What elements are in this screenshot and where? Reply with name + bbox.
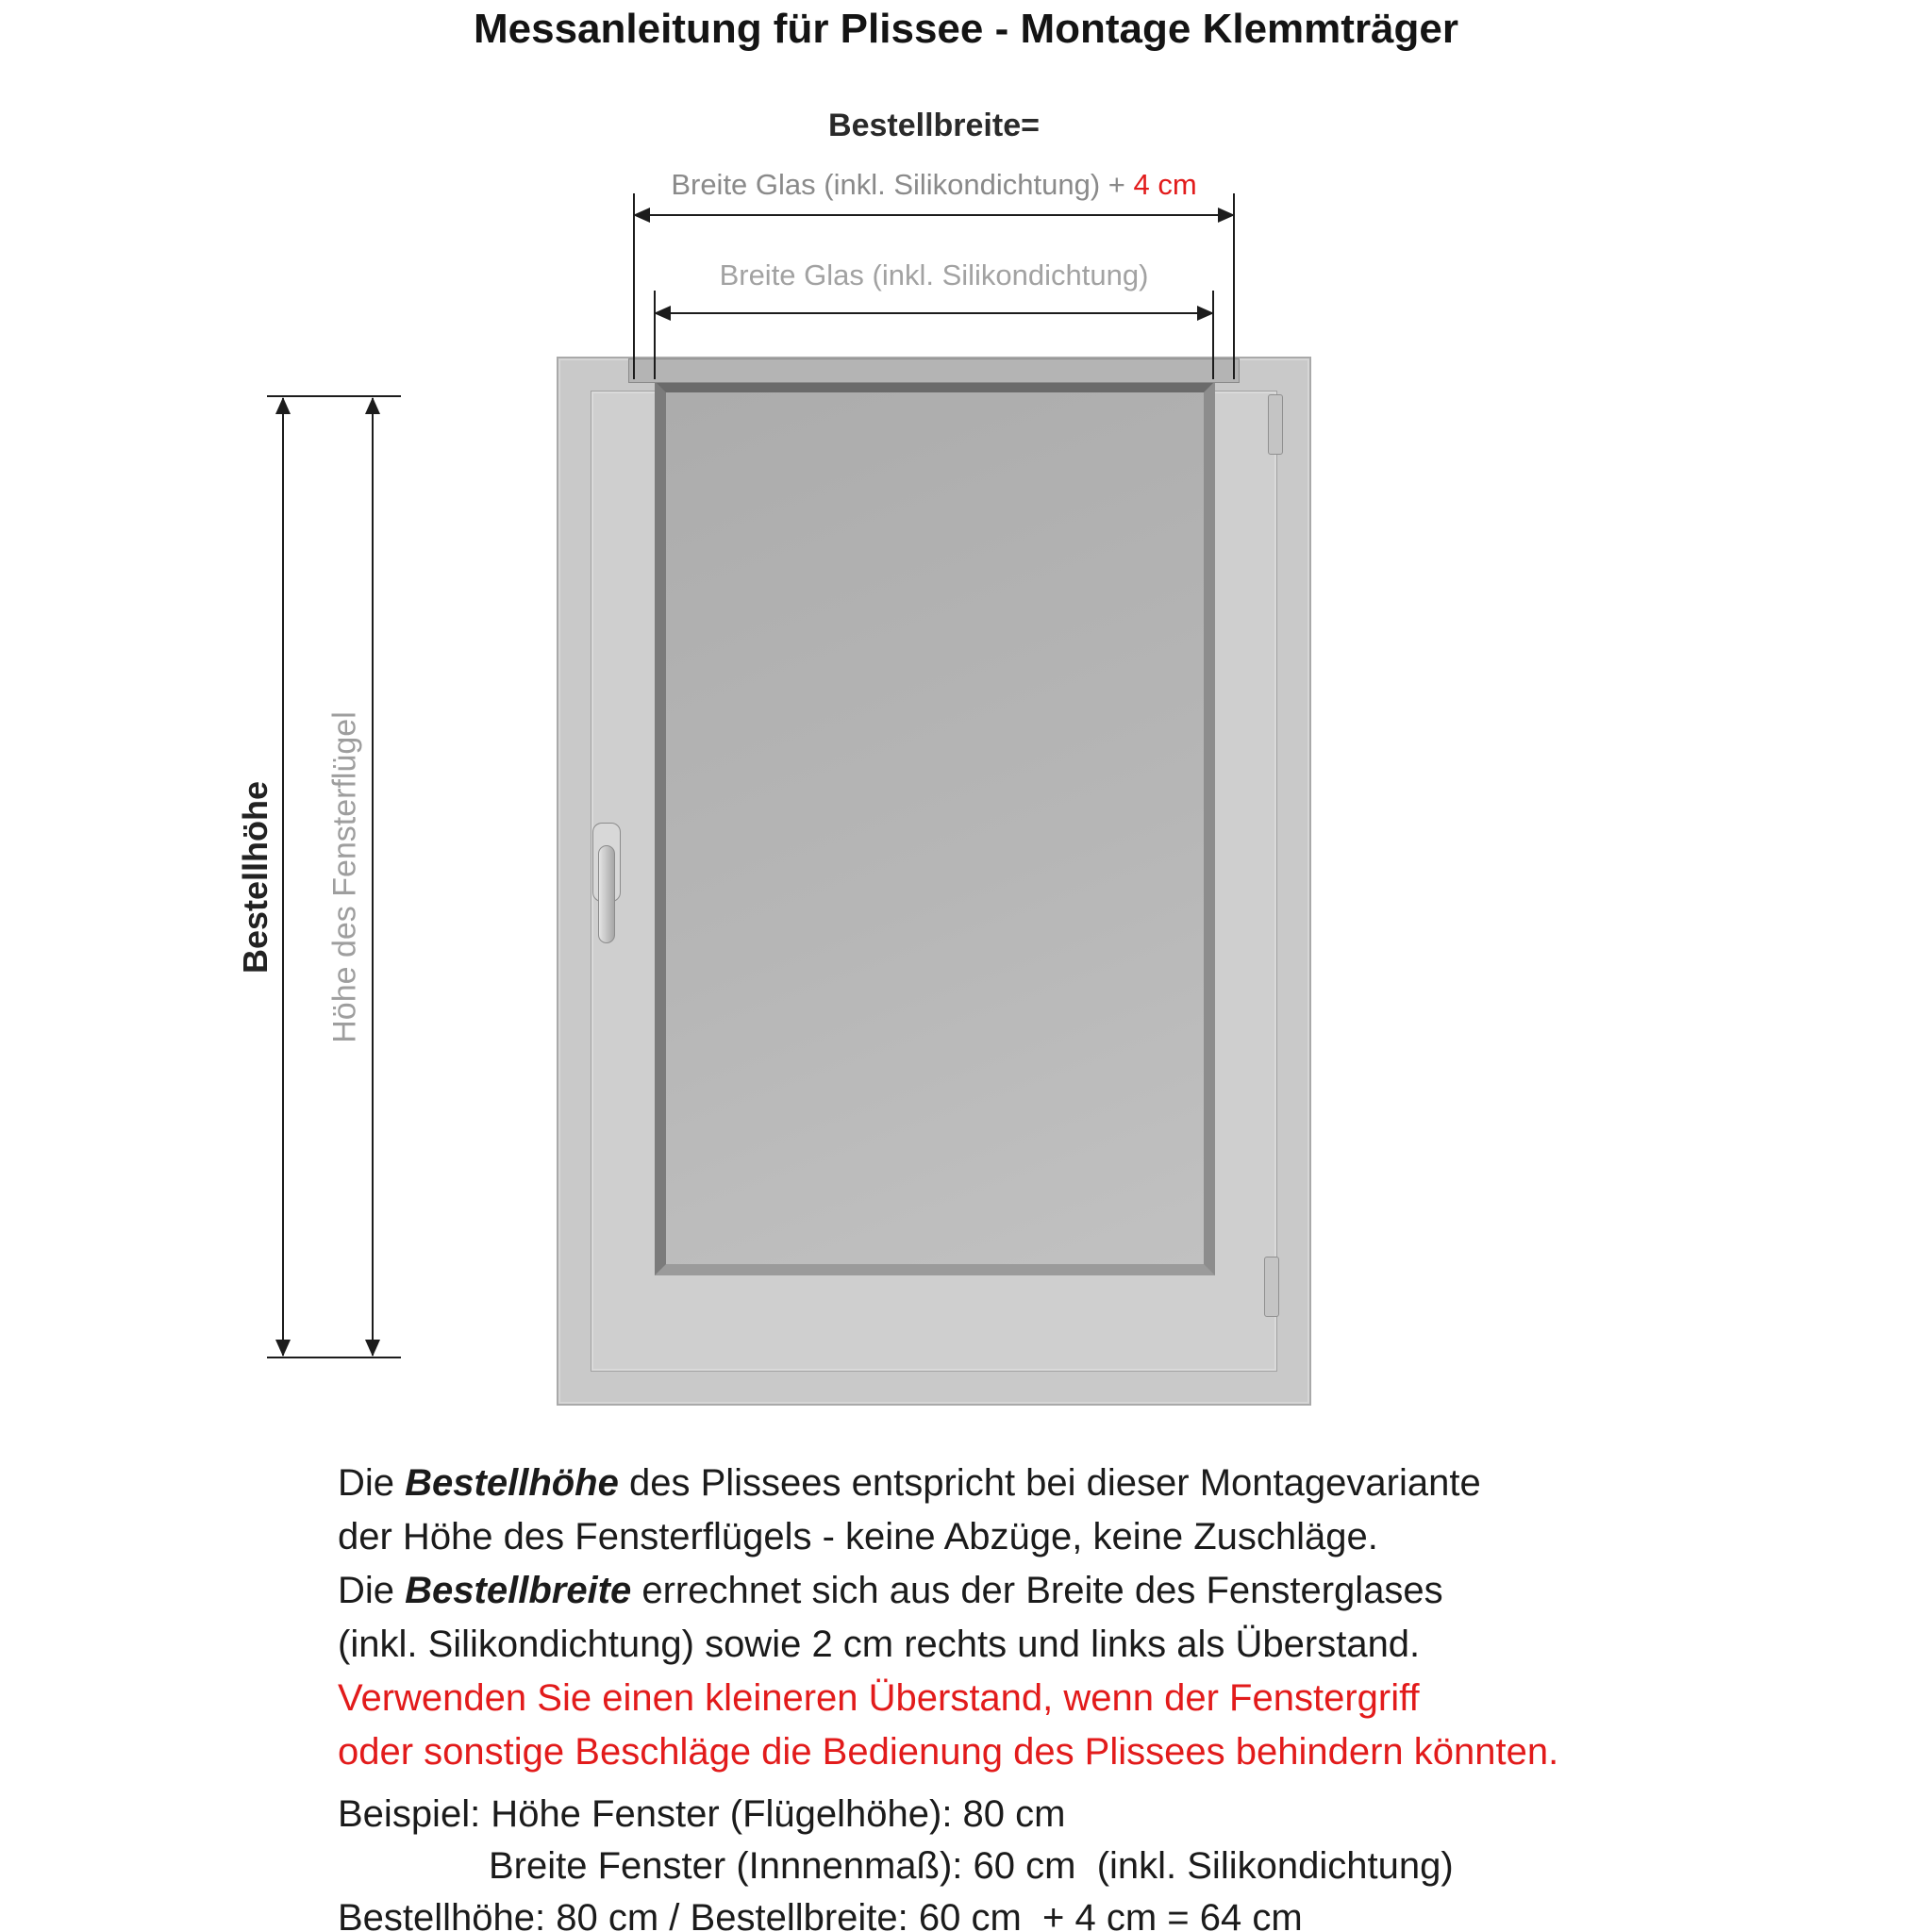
glass-width-label: Breite Glas (inkl. Silikondichtung) (719, 258, 1149, 291)
extension-line-inner-left (654, 291, 656, 379)
order-width-label: Bestellbreite= (828, 108, 1040, 143)
description-line (338, 1457, 1715, 1510)
keyword-bestellbreite: Bestellbreite (405, 1570, 632, 1611)
order-width-formula-highlight: 4 cm (1133, 168, 1197, 201)
description-block (338, 1457, 1715, 1779)
keyword-bestellhoehe: Bestellhöhe (405, 1462, 619, 1504)
measure-tick-bottom (267, 1357, 401, 1358)
description-line: der Höhe des Fensterflügels - keine Abzüge, keine Zuschläge. (338, 1516, 1378, 1557)
sash-height-label: Höhe des Fensterflügel (326, 711, 363, 1043)
plissee-top-rail (628, 358, 1240, 383)
example-line: Beispiel: Höhe Fenster (Flügelhöhe): 80 cm (338, 1793, 1066, 1835)
window-handle-lever (598, 845, 615, 943)
description-line (338, 1564, 1715, 1618)
extension-line-inner-right (1212, 291, 1214, 379)
order-width-arrow (634, 214, 1234, 216)
extension-line-outer-left (633, 193, 635, 379)
example-block (338, 1789, 1753, 1932)
order-width-formula (462, 168, 1406, 202)
window-glass (655, 381, 1215, 1275)
arrow-left-head (633, 208, 650, 223)
arrow-down-head (365, 1340, 380, 1357)
order-height-label: Bestellhöhe (236, 780, 275, 974)
order-width-formula-text: Breite Glas (inkl. Silikondichtung) + (671, 168, 1134, 201)
arrow-left-head (654, 306, 671, 321)
arrow-up-head (365, 397, 380, 414)
description-text: Die (338, 1570, 406, 1611)
description-text: des Plissees entspricht bei dieser Montagevariante (618, 1462, 1481, 1504)
page-title: Messanleitung für Plissee - Montage Klemmträger (473, 6, 1459, 52)
description-text: errechnet sich aus der Breite des Fensterglases (631, 1570, 1443, 1611)
extension-line-outer-right (1233, 193, 1235, 379)
warning-line: Verwenden Sie einen kleineren Überstand, wenn der Fenstergriff (338, 1677, 1420, 1719)
arrow-up-head (275, 397, 291, 414)
description-line: (inkl. Silikondichtung) sowie 2 cm rechts und links als Überstand. (338, 1624, 1421, 1665)
sash-height-arrow (372, 398, 374, 1356)
order-height-arrow (282, 398, 284, 1356)
arrow-down-head (275, 1340, 291, 1357)
window-hinge-top (1268, 394, 1283, 455)
example-line: Bestellhöhe: 80 cm / Bestellbreite: 60 cm + 4 cm = 64 cm (338, 1897, 1303, 1932)
example-line: Breite Fenster (Innnenmaß): 60 cm (inkl. Silikondichtung) (489, 1845, 1454, 1887)
window-hinge-bottom (1264, 1257, 1279, 1317)
description-text: Die (338, 1462, 406, 1504)
warning-line: oder sonstige Beschläge die Bedienung des Plissees behindern könnten. (338, 1731, 1559, 1773)
glass-width-arrow (655, 312, 1213, 314)
